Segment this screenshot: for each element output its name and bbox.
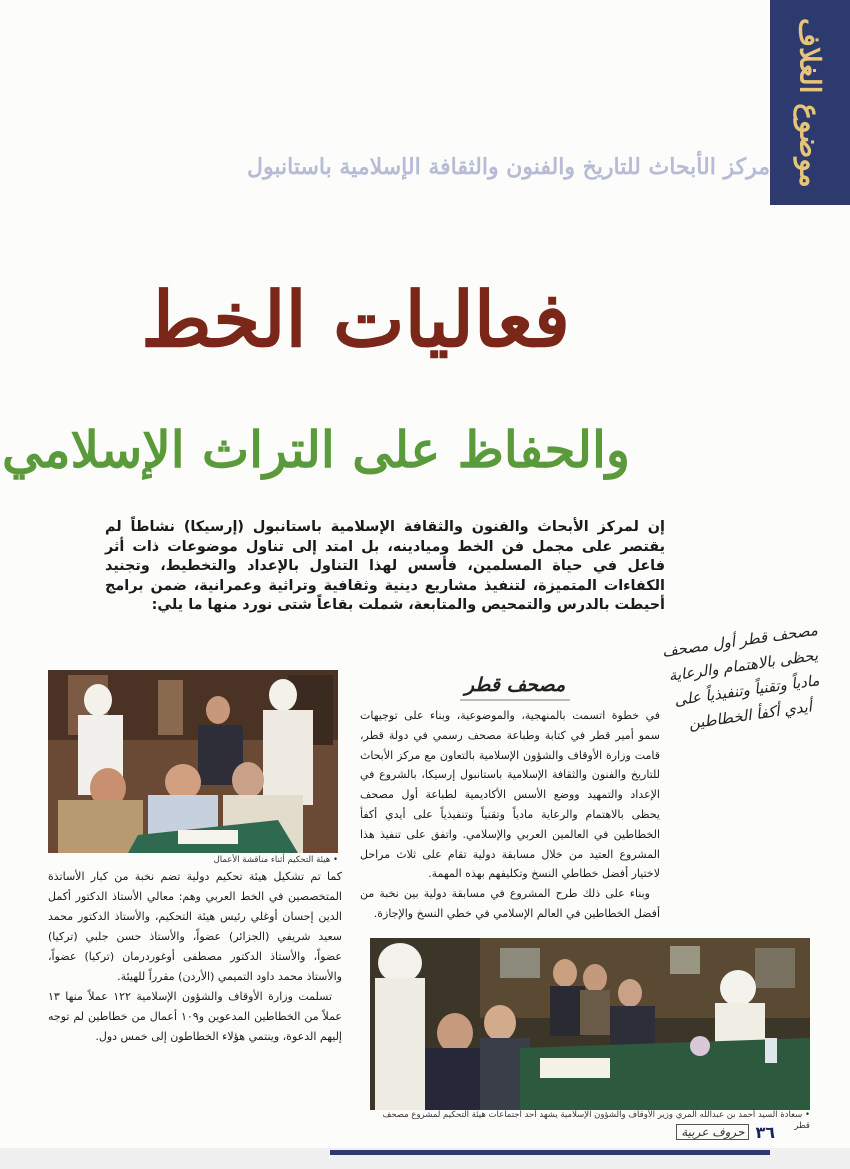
heading-underline xyxy=(460,699,570,701)
section-tab xyxy=(770,0,850,205)
photo-caption-jury: • هيئة التحكيم أثناء مناقشة الأعمال xyxy=(213,855,338,865)
article-paragraph: كما تم تشكيل هيئة تحكيم دولية تضم نخبة من كبار الأساتذة المتخصصين في الخط العربي وهم: معالي الأستاذ الدكتور أكمل الدين إحسان أوغلي رئيس هيئة التحكيم، والأستاذ الدكتور محمد سعيد شريفي (الجزائر) عضواً، والأستاذ حسن جلبي (تركيا) عضواً، والأستاذ الدكتور مصطفى أوغوردرمان (تركيا) عضواً، والأستاذ محمد داود التميمي (الأردن) مقرراً للهيئة. xyxy=(48,870,342,983)
page-number: ٣٦ xyxy=(755,1122,775,1142)
photo-jury xyxy=(48,670,338,853)
photo-caption-minister: • سعادة السيد أحمد بن عبدالله المري وزير الأوقاف والشؤون الإسلامية يشهد أحد اجتماعات هيئة التحكيم لمشروع مصحف قطر xyxy=(382,1110,810,1131)
article-paragraph: في خطوة اتسمت بالمنهجية، والموضوعية، وبناء على توجيهات سمو أمير قطر في كتابة وطباعة مصحف رسمي في دولة قطر، قامت وزارة الأوقاف والشؤون الإسلامية بالتعاون مع مركز الأبحاث للتاريخ والفنون والثقافة الإسلامية باستانبول إرسيكا، بالشروع في الإعداد والتمهيد ووضع الأسس الأكاديمية لطباعة أول مصحف يحظى بالاهتمام والرعاية مادياً وتقنياً وتنفيذياً على أيدي أكفأ الخطاطين في العالمين العربي والإسلامي. واتفق على تنفيذ هذا المشروع العتيد من خلال مسابقة دولية تقام على ثلاث مراحل لاختيار أفضل خطاطي النسخ وتكليفهم بهذه المهمة. xyxy=(360,709,660,881)
article-column-left xyxy=(48,867,342,1047)
section-heading: مصحف قطر xyxy=(464,674,566,696)
pull-quote: مصحف قطر أول مصحف يحظى بالاهتمام والرعاية مادياً وتقنياً وتنفيذياً على أيدي أكفأ الخطاطين xyxy=(660,620,821,733)
page-title: فعاليات الخط xyxy=(141,275,570,364)
banner-calligraphy: مركز الأبحاث للتاريخ والفنون والثقافة الإسلامية باستانبول xyxy=(247,154,770,180)
article-paragraph: تسلمت وزارة الأوقاف والشؤون الإسلامية ١٢٢ عملاً منها ١٣ عملاً من الخطاطين المدعوين و١٠٩ أعمال من خطاطين لم توجه إليهم الدعوة، وينتمي هؤلاء الخطاطون إلى خمس دول. xyxy=(48,990,342,1043)
page-footer xyxy=(665,1122,775,1142)
article-paragraph: وبناء على ذلك طرح المشروع في مسابقة دولية بين نخبة من أفضل الخطاطين في العالم الإسلامي في خطي النسخ والإجازة. xyxy=(360,887,660,920)
article-column-right xyxy=(360,706,660,924)
magazine-logo: حروف عربية xyxy=(676,1124,749,1140)
page-subtitle: والحفاظ على التراث الإسلامي xyxy=(2,420,630,479)
intro-paragraph: إن لمركز الأبحاث والفنون والثقافة الإسلامية باستانبول (إرسيكا) نشاطاً لم يقتصر على مجمل فن الخط وميادينه، بل امتد إلى تناول موضوعات ذات أثر فاعل في حياة المسلمين، فأسس لهذا التناول بالإعداد والتخطيط، وتجنيد الكفاءات المتميزة، لتنفيذ مشاريع دينية وثقافية وتراثية وعمرانية، ضمن برامج أحيطت بالدرس والتمحيص والمتابعة، شملت بقاعاً شتى نورد منها ما يلي: xyxy=(105,519,665,614)
footer-stripe xyxy=(330,1150,770,1155)
section-tab-label: موضوع الغلاف xyxy=(793,17,827,188)
photo-minister-meeting xyxy=(370,938,810,1110)
